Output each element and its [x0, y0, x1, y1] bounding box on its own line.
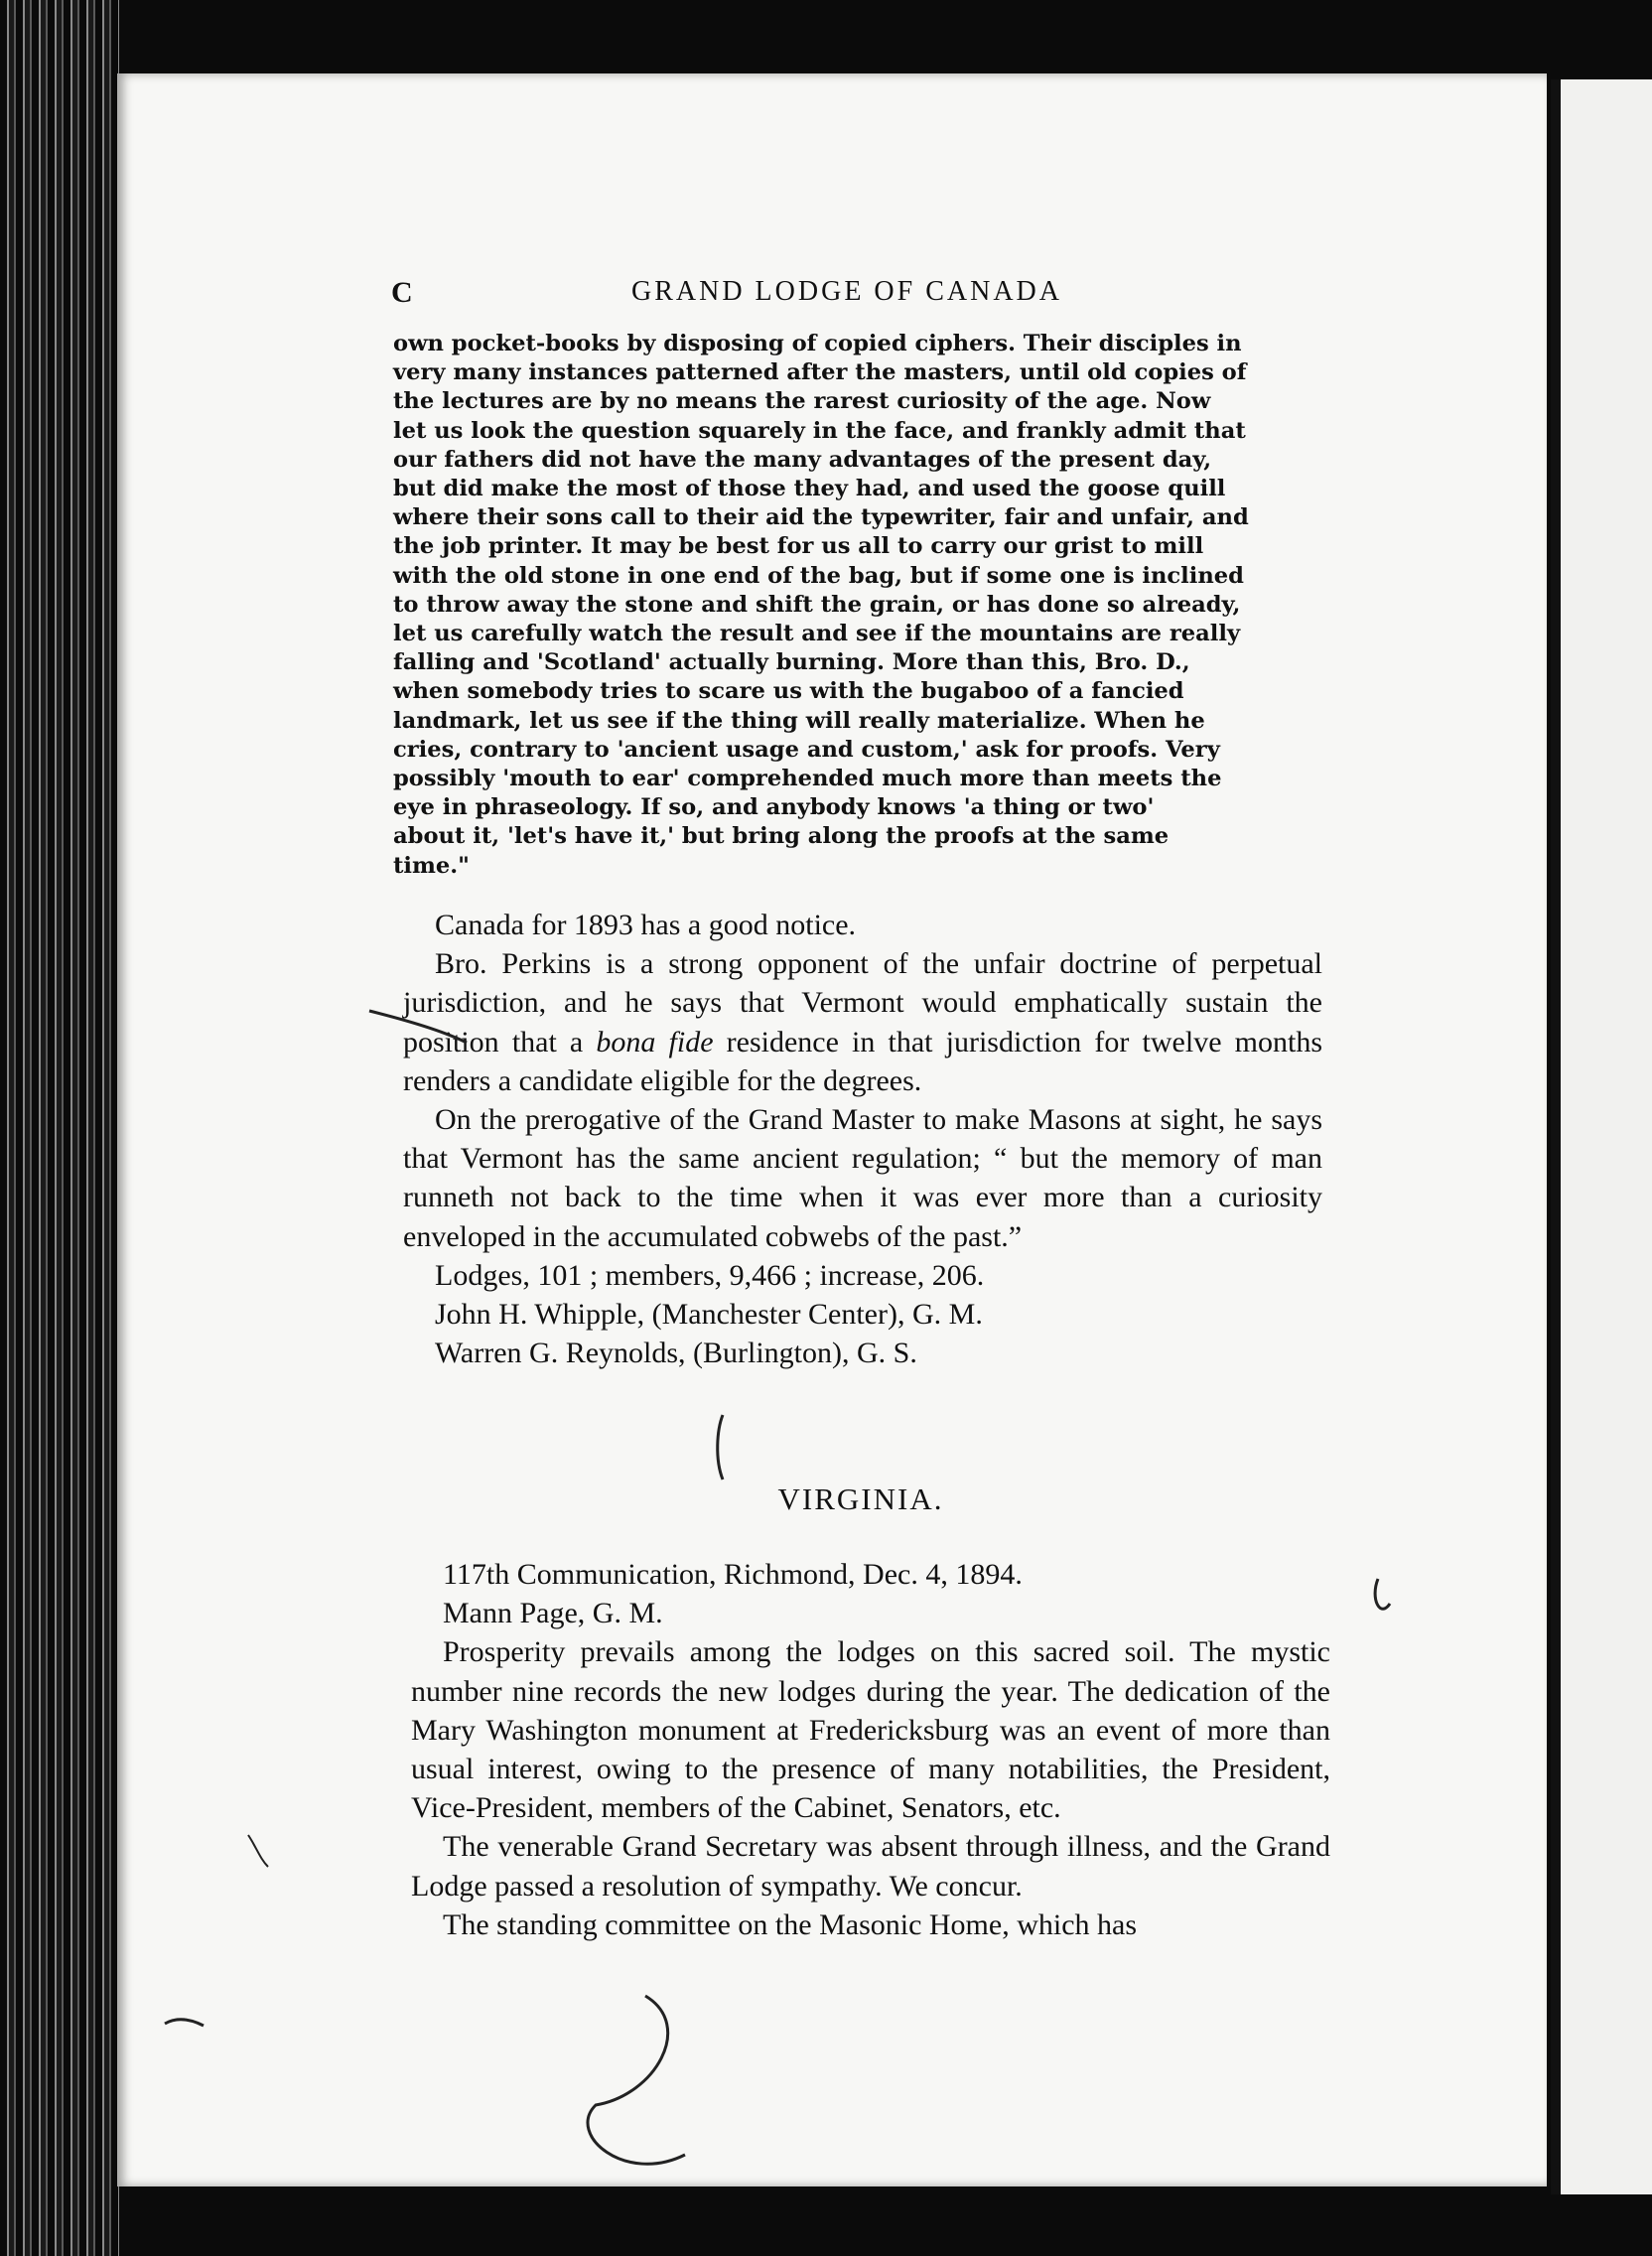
perkins-text-2: residence in that jurisdiction for twelve months renders a candidate eligible for the degrees.: [403, 1025, 1322, 1097]
quote-line: cries, contrary to 'ancient usage and custom,' ask for proofs. Very: [393, 736, 1220, 763]
quote-line: possibly 'mouth to ear' comprehended much more than meets the: [393, 766, 1222, 792]
secretary-paragraph: The venerable Grand Secretary was absent through illness, and the Grand Lodge passed a resolution of sympathy. We concur.: [411, 1830, 1330, 1903]
vermont-section: [403, 906, 1322, 1372]
quote-line: eye in phraseology. If so, and anybody knows 'a thing or two': [393, 794, 1155, 821]
quote-line: falling and 'Scotland' actually burning. More than this, Bro. D.,: [393, 649, 1190, 676]
running-title: GRAND LODGE OF CANADA: [631, 276, 1062, 307]
quote-line: about it, 'let's have it,' but bring along the proofs at the same: [393, 823, 1170, 850]
bona-fide-italic: bona fide: [596, 1025, 714, 1058]
vermont-grand-secretary: Warren G. Reynolds, (Burlington), G. S.: [435, 1337, 917, 1370]
perkins-text-1: Bro. Perkins is a strong opponent of the unfair doctrine of perpetual jurisdiction, and he says that Vermont would emphatically sustain the position that a: [403, 947, 1322, 1058]
quote-line: with the old stone in one end of the bag, but if some one is inclined: [393, 562, 1244, 589]
quote-line: the job printer. It may be best for us all to carry our grist to mill: [393, 533, 1204, 560]
quote-line: time.": [393, 852, 470, 879]
quote-line: very many instances patterned after the masters, until old copies of: [393, 359, 1247, 386]
quote-line: our fathers did not have the many advantages of the present day,: [393, 446, 1212, 473]
quote-line: the lectures are by no means the rarest curiosity of the age. Now: [393, 388, 1211, 415]
quote-line: own pocket-books by disposing of copied ciphers. Their disciples in: [393, 331, 1242, 356]
prosperity-paragraph: Prosperity prevails among the lodges on this sacred soil. The mystic number nine records the new lodges during the year. The dedication of the Mary Washington monument at Fredericksburg was an event of more than usual interest, owing to the presence of many notabilities, the President, Vice-President, members of the Cabinet, Senators, etc.: [411, 1635, 1330, 1825]
quote-line: to throw away the stone and shift the grain, or has done so already,: [393, 591, 1241, 618]
quote-line: when somebody tries to scare us with the bugaboo of a fancied: [393, 678, 1184, 705]
quoted-passage: [393, 330, 1316, 881]
committee-paragraph: The standing committee on the Masonic Home, which has: [443, 1907, 1138, 1941]
lodge-stats: Lodges, 101 ; members, 9,466 ; increase, 206.: [435, 1258, 985, 1292]
quote-line: let us look the question squarely in the face, and frankly admit that: [393, 417, 1246, 444]
virginia-grand-master: Mann Page, G. M.: [443, 1597, 663, 1630]
book-binding: [0, 0, 119, 2256]
virginia-communication: 117th Communication, Richmond, Dec. 4, 1894.: [443, 1558, 1023, 1591]
quote-line: but did make the most of those they had, and used the goose quill: [393, 476, 1226, 502]
quote-line: let us carefully watch the result and see if the mountains are really: [393, 621, 1241, 647]
page-folio: C: [391, 276, 414, 309]
perkins-paragraph: [403, 944, 1322, 1100]
facing-page-edge: [1551, 79, 1652, 2194]
running-head: [391, 276, 1324, 316]
virginia-heading: VIRGINIA.: [777, 1481, 944, 1516]
prerogative-paragraph: On the prerogative of the Grand Master to make Masons at sight, he says that Vermont has the same ancient regulation; “ but the memory of man runneth not back to the time when it was ever more than a curiosity enveloped in the accumulated cobwebs of the past.”: [403, 1103, 1322, 1253]
quote-line: where their sons call to their aid the typewriter, fair and unfair, and: [393, 504, 1249, 531]
virginia-section: [411, 1555, 1330, 1944]
vermont-grand-master: John H. Whipple, (Manchester Center), G. M.: [435, 1298, 983, 1332]
quote-line: landmark, let us see if the thing will really materialize. When he: [393, 707, 1205, 734]
canada-notice: Canada for 1893 has a good notice.: [435, 909, 857, 941]
